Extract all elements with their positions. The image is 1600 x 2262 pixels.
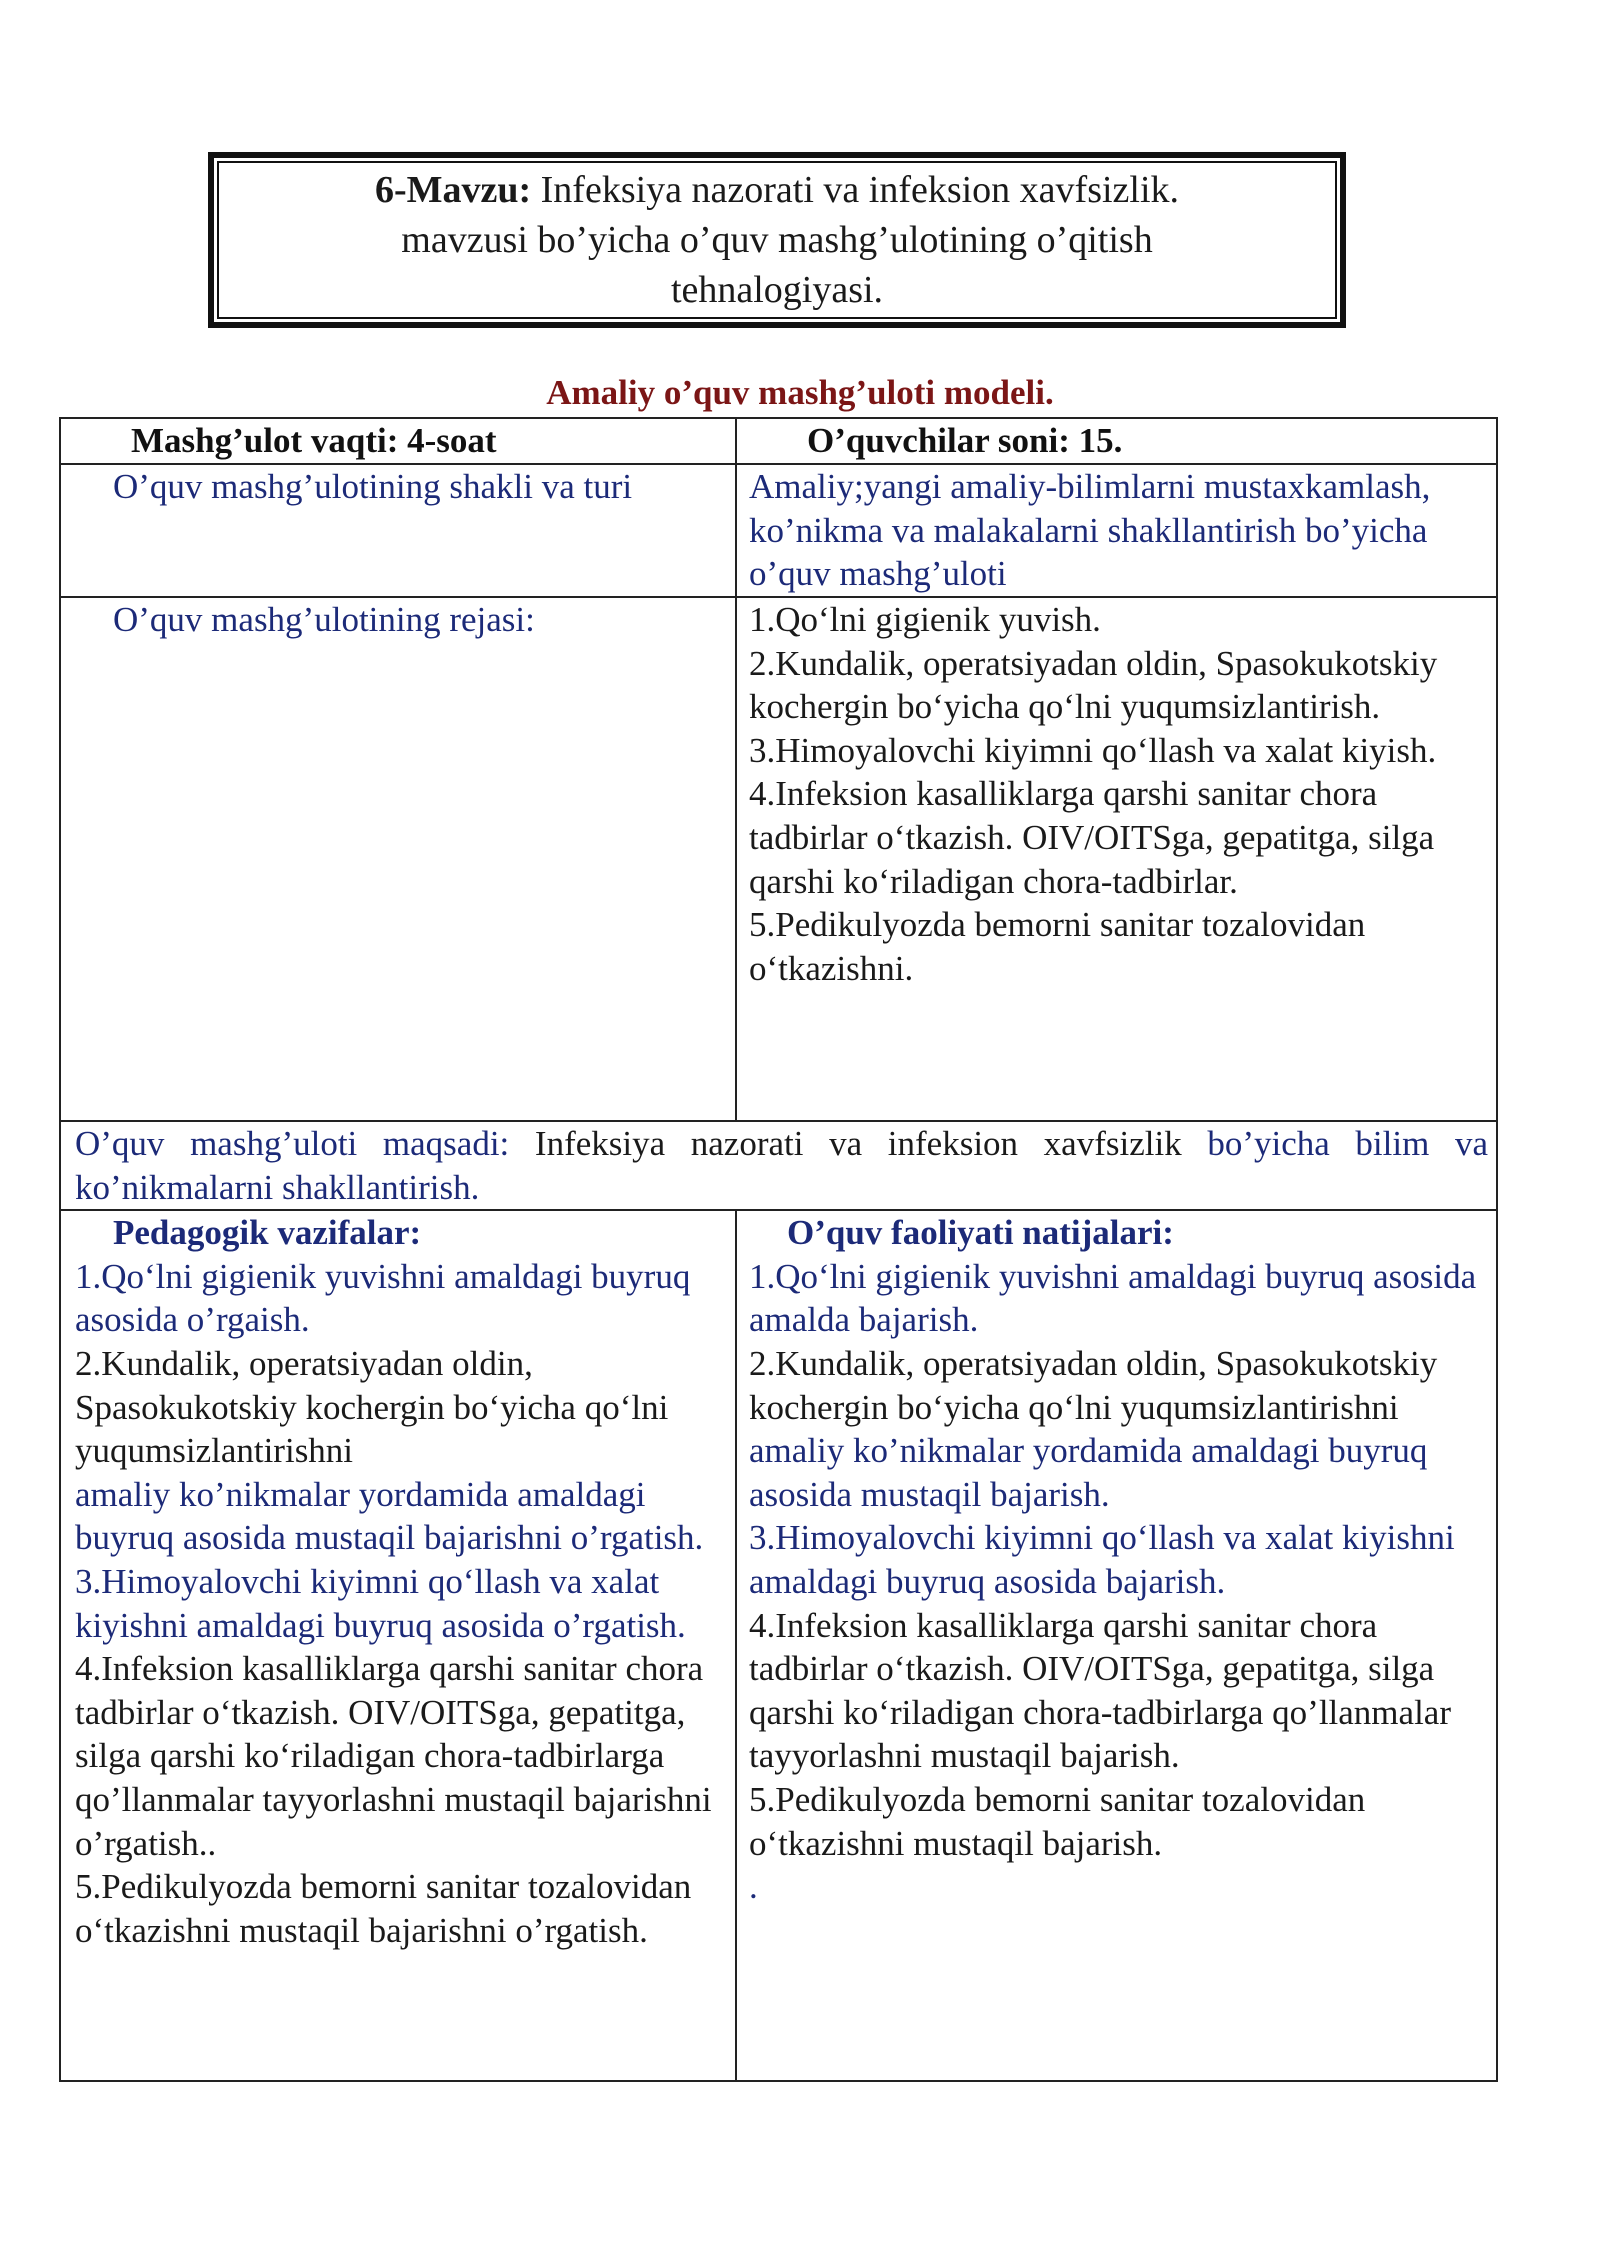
table-row (60, 418, 1497, 464)
lesson-plan-list (736, 597, 1497, 1121)
list-item: 4.Infeksion kasalliklarga qarshi sanitar chora tadbirlar o‘tkazish. OIV/OITSga, gepatitga, silga qarshi ko‘riladigan chora-tadbirlarga qo’llanmalar tayyorlashni mustaqil bajarishni o’rgatish.. (75, 1649, 712, 1863)
list-item: 1.Qo‘lni gigienik yuvishni amaldagi buyruq asosida amalda bajarish. (749, 1256, 1477, 1340)
list-item: 4.Infeksion kasalliklarga qarshi sanitar chora tadbirlar o‘tkazish. OIV/OITSga, gepatitga, silga qarshi ko‘riladigan chora-tadbirlarga qo’llanmalar tayyorlashni mustaqil bajarish. (749, 1605, 1451, 1776)
list-item: 5.Pedikulyozda bemorni sanitar tozalovidan o‘tkazishni mustaqil bajarish. (749, 1779, 1366, 1863)
topic-line-2: mavzusi bo’yicha o’quv mashg’ulotining o’qitish (401, 219, 1153, 261)
list-item: 3.Himoyalovchi kiyimni qo‘llash va xalat kiyish. (749, 730, 1437, 770)
table-row (60, 1121, 1497, 1210)
student-count-cell: O’quvchilar soni: 15. (736, 418, 1497, 464)
learning-results-cell (736, 1210, 1497, 2081)
list-item: 2.Kundalik, operatsiyadan oldin, Spasokukotskiy kochergin bo‘yicha qo‘lni yuqumsizlantirish. (749, 643, 1438, 727)
pedagogical-tasks-title: Pedagogik vazifalar: (113, 1213, 422, 1253)
pedagogical-tasks-cell (60, 1210, 736, 2081)
lesson-goal-text: Infeksiya nazorati va infeksion xavfsizlik (509, 1124, 1208, 1163)
topic-line-1: 6-Mavzu: Infeksiya nazorati va infeksion xavfsizlik. (374, 169, 1180, 211)
topic-line-3: tehnalogiyasi. (670, 269, 884, 311)
list-item: amaliy ko’nikmalar yordamida amaldagi buyruq asosida mustaqil bajarish. (749, 1431, 1428, 1514)
lesson-goal-label: O’quv mashg’uloti maqsadi: (75, 1124, 510, 1163)
list-item: 4.Infeksion kasalliklarga qarshi sanitar chora tadbirlar o‘tkazish. OIV/OITSga, gepatitga, silga qarshi ko‘riladigan chora-tadbirlar. (749, 774, 1435, 901)
topic-label: 6-Mavzu: (374, 169, 532, 211)
learning-results-title: O’quv faoliyati natijalari: (787, 1213, 1174, 1253)
lesson-goal-text-end: bo’yicha bilim va ko’nikmalarni shakllantirish. (75, 1124, 1488, 1207)
list-item: 2.Kundalik, operatsiyadan oldin, Spasokukotskiy kochergin bo‘yicha qo‘lni yuqumsizlantirishni (749, 1343, 1438, 1427)
table-row (60, 597, 1497, 1121)
topic-title-box (208, 152, 1346, 328)
list-item: 2.Kundalik, operatsiyadan oldin, Spasokukotskiy kochergin bo‘yicha qo‘lni yuqumsizlantirishni (75, 1343, 669, 1471)
table-row (60, 464, 1497, 597)
lesson-form-label: O’quv mashg’ulotining shakli va turi (60, 464, 736, 597)
model-title: Amaliy o’quv mashg’uloti modeli. (546, 373, 1054, 412)
table-row (60, 1210, 1497, 2081)
lesson-form-value: Amaliy;yangi amaliy-bilimlarni mustaxkamlash, ko’nikma va malakalarni shakllantirish bo’yicha o’quv mashg’uloti (736, 464, 1497, 597)
list-item: 3.Himoyalovchi kiyimni qo‘llash va xalat kiyishni amaldagi buyruq asosida o’rgatish. (75, 1561, 686, 1645)
list-item: 1.Qo‘lni gigienik yuvish. (749, 600, 1101, 639)
list-item: 1.Qo‘lni gigienik yuvishni amaldagi buyruq asosida o’rgaish. (75, 1256, 691, 1340)
lesson-model-table (59, 417, 1498, 2082)
lesson-plan-label: O’quv mashg’ulotining rejasi: (60, 597, 736, 1121)
list-item: 3.Himoyalovchi kiyimni qo‘llash va xalat kiyishni amaldagi buyruq asosida bajarish. (749, 1518, 1455, 1601)
list-item: . (749, 1867, 758, 1907)
list-item: 5.Pedikulyozda bemorni sanitar tozalovidan o‘tkazishni. (749, 905, 1366, 988)
lesson-time-cell: Mashg’ulot vaqti: 4-soat (60, 418, 736, 464)
list-item: amaliy ko’nikmalar yordamida amaldagi buyruq asosida mustaqil bajarishni o’rgatish. (75, 1474, 704, 1558)
lesson-goal-cell (60, 1121, 1497, 1210)
topic-title (217, 161, 1337, 319)
list-item: 5.Pedikulyozda bemorni sanitar tozalovidan o‘tkazishni mustaqil bajarishni o’rgatish. (75, 1867, 692, 1950)
